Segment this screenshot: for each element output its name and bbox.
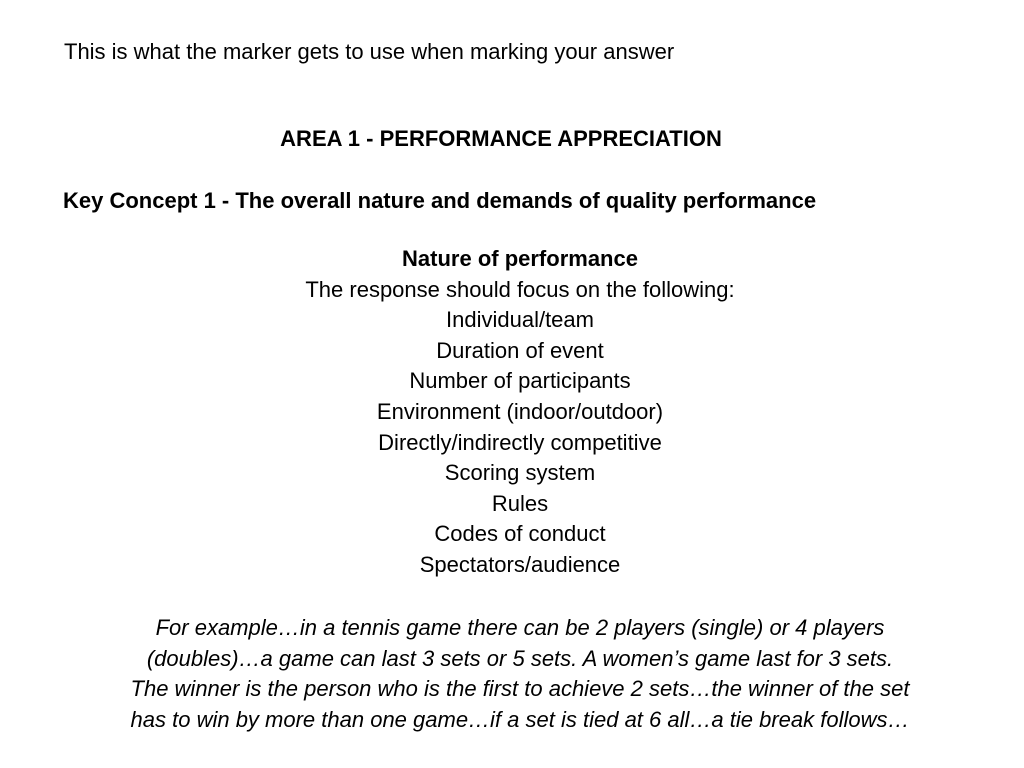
list-item: Number of participants — [409, 368, 631, 394]
key-concept-heading: Key Concept 1 - The overall nature and demands of quality performance — [63, 188, 817, 213]
example-line: The winner is the person who is the first to achieve 2 sets…the winner of the set — [130, 676, 910, 702]
list-item: Rules — [491, 490, 549, 516]
example-line: (doubles)…a game can last 3 sets or 5 sets. A women’s game last for 3 sets. — [146, 645, 894, 671]
list-item: Scoring system — [444, 460, 596, 486]
list-item: Individual/team — [446, 307, 594, 333]
list-item: Duration of event — [436, 337, 604, 363]
intro-text: This is what the marker gets to use when marking your answer — [64, 39, 675, 64]
list-item: Directly/indirectly competitive — [378, 429, 662, 455]
nature-lead: The response should focus on the following: — [305, 276, 735, 302]
example-line: For example…in a tennis game there can be 2 players (single) or 4 players — [155, 615, 885, 640]
area-title: AREA 1 - PERFORMANCE APPRECIATION — [280, 126, 722, 151]
example-line: has to win by more than one game…if a set is tied at 6 all…a tie break follows… — [130, 706, 910, 732]
nature-heading: Nature of performance — [402, 246, 638, 271]
nature-of-performance-section — [0, 244, 1024, 581]
list-item: Environment (indoor/outdoor) — [376, 398, 664, 424]
list-item: Codes of conduct — [434, 521, 606, 547]
list-item: Spectators/audience — [419, 551, 621, 577]
example-paragraph — [30, 613, 1010, 735]
